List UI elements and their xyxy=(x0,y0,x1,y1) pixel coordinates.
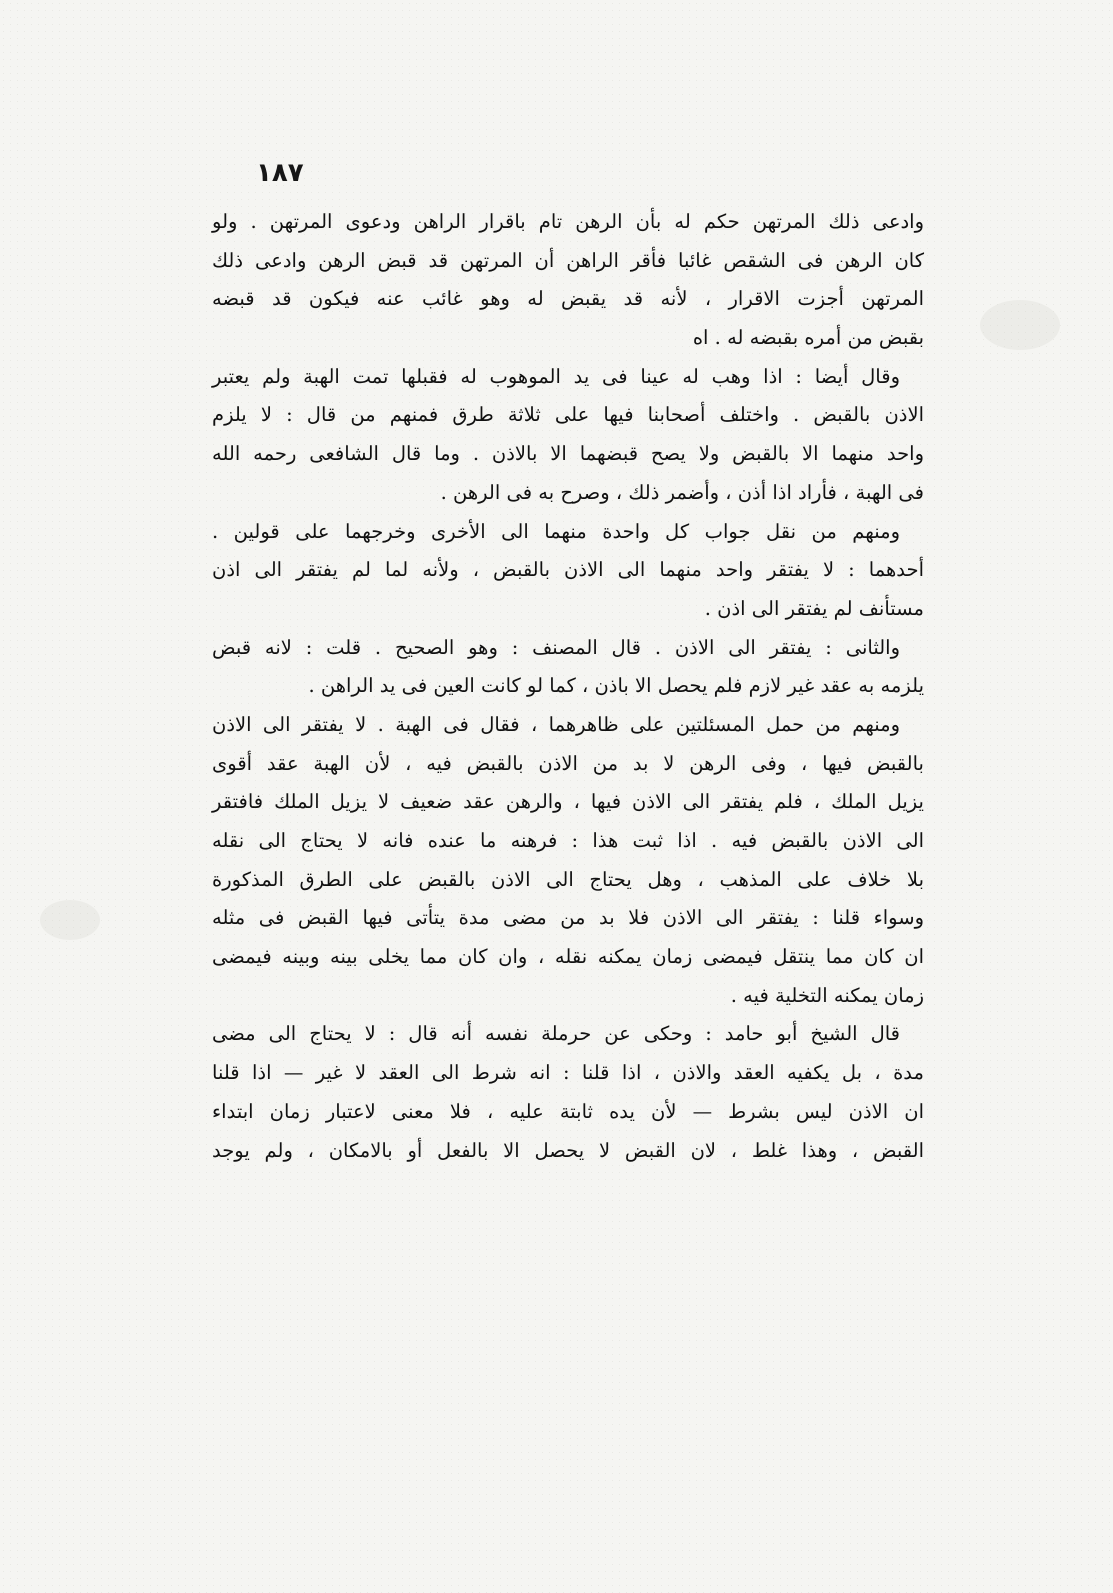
text-line: واحد منهما الا بالقبض ولا يصح قبضهما الا بالاذن . وما قال الشافعى رحمه الله xyxy=(212,442,924,466)
text-line: مدة ، بل يكفيه العقد والاذن ، اذا قلنا : انه شرط الى العقد لا غير — اذا قلنا xyxy=(212,1061,924,1085)
text-line: وادعى ذلك المرتهن حكم له بأن الرهن تام باقرار الراهن ودعوى المرتهن . ولو xyxy=(212,210,924,233)
text-line: القبض ، وهذا غلط ، لان القبض لا يحصل الا بالفعل أو بالامكان ، ولم يوجد xyxy=(212,1138,924,1162)
text-line: قال الشيخ أبو حامد : وحكى عن حرملة نفسه أنه قال : لا يحتاج الى مضى xyxy=(212,1022,900,1046)
text-line: فى الهبة ، فأراد اذا أذن ، وأضمر ذلك ، وصرح به فى الرهن . xyxy=(440,480,924,504)
text-line: وسواء قلنا : يفتقر الى الاذن فلا بد من مضى مدة يتأتى فيها القبض فى مثله xyxy=(212,906,924,930)
text-line: الى الاذن بالقبض فيه . اذا ثبت هذا : فرهنه ما عنده فانه لا يحتاج الى نقله xyxy=(212,829,924,852)
text-line: ومنهم من حمل المسئلتين على ظاهرهما ، فقال فى الهبة . لا يفتقر الى الاذن xyxy=(212,712,900,736)
text-line: ان الاذن ليس بشرط — لأن يده ثابتة عليه ، فلا معنى لاعتبار زمان ابتداء xyxy=(212,1099,924,1123)
text-line: كان الرهن فى الشقص غائبا فأقر الراهن أن المرتهن قد قبض الرهن وادعى ذلك xyxy=(212,248,924,272)
text-line: زمان يمكنه التخلية فيه . xyxy=(730,983,924,1007)
text-line: بلا خلاف على المذهب ، وهل يحتاج الى الاذن بالقبض على الطرق المذكورة xyxy=(212,867,924,891)
text-line: والثانى : يفتقر الى الاذن . قال المصنف : وهو الصحيح . قلت : لانه قبض xyxy=(212,635,900,659)
text-line: ومنهم من نقل جواب كل واحدة منهما الى الأخرى وخرجهما على قولين . xyxy=(212,519,900,543)
text-line: يزيل الملك ، فلم يفتقر الى الاذن فيها ، والرهن عقد ضعيف لا يزيل الملك فافتقر xyxy=(212,790,924,814)
text-line: بقبض من أمره بقبضه له . اه xyxy=(692,326,924,350)
text-line: مستأنف لم يفتقر الى اذن . xyxy=(704,596,924,620)
text-line: بالقبض فيها ، وفى الرهن لا بد من الاذن بالقبض فيه ، لأن الهبة عقد أقوى xyxy=(212,751,924,775)
text-line: أحدهما : لا يفتقر واحد منهما الى الاذن بالقبض ، ولأنه لما لم يفتقر الى اذن xyxy=(212,558,924,582)
text-line: المرتهن أجزت الاقرار ، لأنه قد يقبض له وهو غائب عنه فيكون قد قبضه xyxy=(212,287,924,311)
page-number: ١٨٧ xyxy=(256,158,304,188)
text-line: وقال أيضا : اذا وهب له عينا فى يد الموهوب له فقبلها تمت الهبة ولم يعتبر xyxy=(212,364,900,388)
text-line: الاذن بالقبض . واختلف أصحابنا فيها على ثلاثة طرق فمنهم من قال : لا يلزم xyxy=(212,403,924,427)
page-text xyxy=(212,203,924,1170)
text-line: ان كان مما ينتقل فيمضى زمان يمكنه نقله ، وان كان مما يخلى بينه وبينه فيمضى xyxy=(212,945,924,969)
text-line: يلزمه به عقد غير لازم فلم يحصل الا باذن ، كما لو كانت العين فى يد الراهن . xyxy=(308,674,924,698)
